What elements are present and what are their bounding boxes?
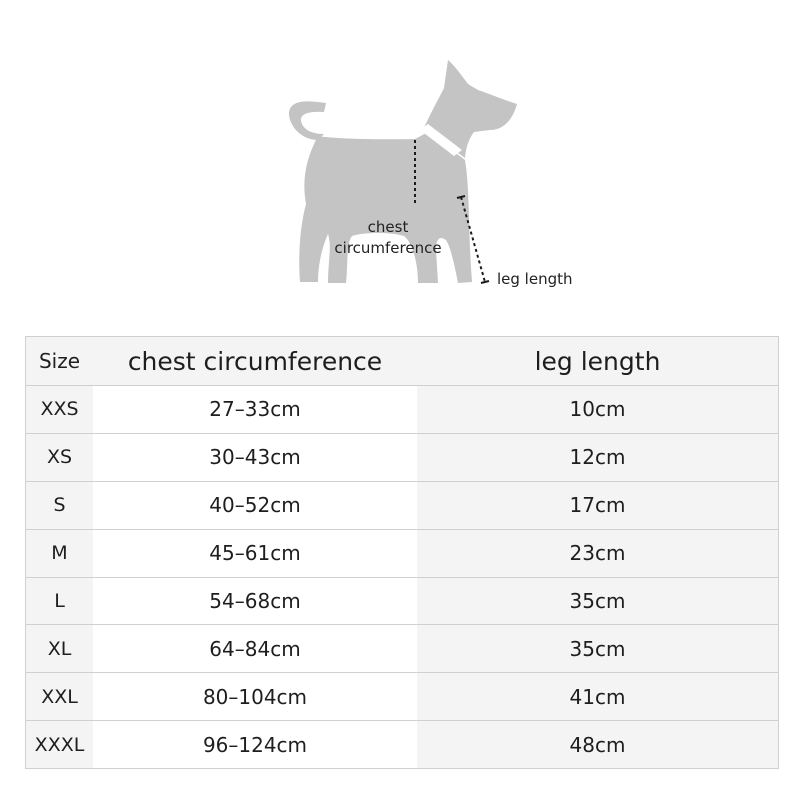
chest-cell: 54–68cm (93, 577, 417, 625)
chest-cell: 40–52cm (93, 481, 417, 529)
table-row (26, 721, 779, 769)
header-size: Size (26, 337, 94, 386)
leg-cell: 10cm (417, 386, 779, 434)
table-row (26, 529, 779, 577)
table-row (26, 433, 779, 481)
leg-cell: 17cm (417, 481, 779, 529)
chest-label-line1: chest (367, 218, 409, 236)
leg-cell: 23cm (417, 529, 779, 577)
leg-cell: 35cm (417, 625, 779, 673)
table-row (26, 625, 779, 673)
chest-cell: 64–84cm (93, 625, 417, 673)
chest-cell: 30–43cm (93, 433, 417, 481)
size-cell: XXS (26, 386, 94, 434)
table-row (26, 481, 779, 529)
leg-cell: 35cm (417, 577, 779, 625)
size-cell: XXXL (26, 721, 94, 769)
size-cell: L (26, 577, 94, 625)
table-row (26, 386, 779, 434)
dog-measurement-diagram (0, 0, 800, 320)
size-cell: S (26, 481, 94, 529)
leg-measure-cap-bottom (481, 281, 489, 283)
size-chart-table (25, 336, 779, 769)
size-cell: M (26, 529, 94, 577)
size-cell: XXL (26, 673, 94, 721)
table-row (26, 673, 779, 721)
table-row (26, 577, 779, 625)
dog-body (299, 132, 472, 283)
leg-cell: 12cm (417, 433, 779, 481)
table-header-row (26, 337, 779, 386)
chest-label-line2: circumference (334, 239, 442, 257)
chest-cell: 27–33cm (93, 386, 417, 434)
dog-tail (289, 101, 326, 140)
leg-length-label: leg length (497, 270, 573, 288)
size-cell: XL (26, 625, 94, 673)
leg-cell: 41cm (417, 673, 779, 721)
chest-cell: 96–124cm (93, 721, 417, 769)
size-cell: XS (26, 433, 94, 481)
header-leg-length: leg length (417, 337, 779, 386)
leg-cell: 48cm (417, 721, 779, 769)
header-chest-circumference: chest circumference (93, 337, 417, 386)
chest-cell: 45–61cm (93, 529, 417, 577)
chest-cell: 80–104cm (93, 673, 417, 721)
